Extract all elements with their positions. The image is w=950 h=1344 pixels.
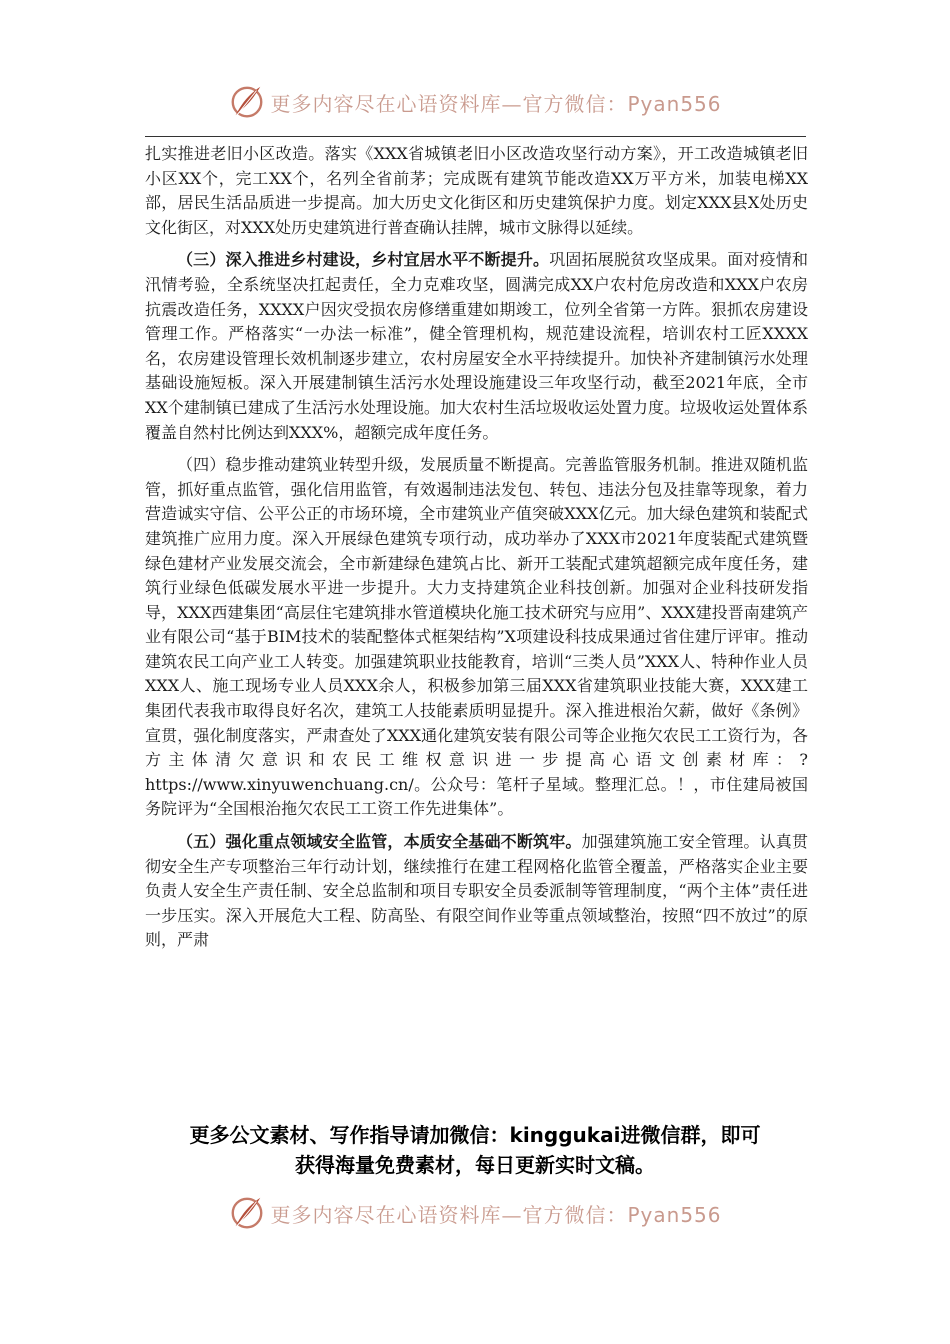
promo-note-line-1: 更多公文素材、写作指导请加微信：kinggukai进微信群，即可 bbox=[189, 1123, 761, 1147]
paragraph-3: （四）稳步推动建筑业转型升级，发展质量不断提高。完善监管服务机制。推进双随机监管，抓好重点监管，强化信用监管，有效遏制违法发包、转包、违法分包及挂靠等现象，着力营造诚实守信、公平公正的市场环境，全市建筑业产值突破XXX亿元。加大绿色建筑和装配式建筑推广应用力度。深入开展绿色建筑专项行动，成功举办了XXX市2021年度装配式建筑暨绿色建材产业发展交流会，全市新建绿色建筑占比、新开工装配式建筑超额完成年度任务，建筑行业绿色低碳发展水平进一步提升。大力支持建筑企业科技创新。加强对企业科技研发指导，XXX西建集团“高层住宅建筑排水管道模块化施工技术研究与应用”、XXX建投晋南建筑产业有限公司“基于BIM技术的装配整体式框架结构”X项建设科技成果通过省住建厅评审。推动建筑农民工向产业工人转变。加强建筑职业技能教育，培训“三类人员”XXX人、特种作业人员XXX人、施工现场专业人员XXX余人，积极参加第三届XXX省建筑职业技能大赛，XXX建工集团代表我市取得良好名次，建筑工人技能素质明显提升。深入推进根治欠薪，做好《条例》宣贯，强化制度落实，严肃查处了XXX通化建筑安装有限公司等企业拖欠农民工工资行为，各方主体清欠意识和农民工维权意识进一步提高心语文创素材库：?https://www.xinyuwenchuang.cn/。公众号：笔杆子星域。整理汇总。！，市住建局被国务院评为“全国根治拖欠农民工工资工作先进集体”。 bbox=[145, 455, 808, 819]
footer-watermark bbox=[0, 1193, 950, 1233]
section-heading-3: （三）深入推进乡村建设，乡村宜居水平不断提升。 bbox=[177, 250, 550, 270]
promo-note-line-2: 获得海量免费素材，每日更新实时文稿。 bbox=[295, 1153, 655, 1177]
paragraph-4: （五）强化重点领域安全监管，本质安全基础不断筑牢。加强建筑施工安全管理。认真贯彻安全生产专项整治三年行动计划，继续推行在建工程网格化监管全覆盖，严格落实企业主要负责人安全生产责任制、安全总监制和项目专职安全员委派制等管理制度，“两个主体”责任进一步压实。深入开展危大工程、防高坠、有限空间作业等重点领域整治，按照“四不放过”的原则，严肃 bbox=[145, 832, 808, 950]
document-body bbox=[145, 142, 808, 961]
footer-watermark-text: 更多内容尽在心语资料库—官方微信： bbox=[270, 1202, 628, 1227]
quill-logo-icon bbox=[228, 83, 266, 121]
header-wechat-id: Pyan556 bbox=[627, 91, 722, 116]
header-watermark-text: 更多内容尽在心语资料库—官方微信： bbox=[270, 91, 628, 116]
promo-note bbox=[140, 1120, 810, 1180]
section-heading-5: （五）强化重点领域安全监管，本质安全基础不断筑牢。 bbox=[177, 832, 582, 852]
paragraph-2: （三）深入推进乡村建设，乡村宜居水平不断提升。巩固拓展脱贫攻坚成果。面对疫情和汛情考验，全系统坚决扛起责任，全力克难攻坚，圆满完成XX户农村危房改造和XXX户农房抗震改造任务，XXXX户因灾受损农房修缮重建如期竣工，位列全省第一方阵。狠抓农房建设管理工作。严格落实“一办法一标准”，健全管理机构，规范建设流程，培训农村工匠XXXX名，农房建设管理长效机制逐步建立，农村房屋安全水平持续提升。加快补齐建制镇污水处理基础设施短板。深入开展建制镇生活污水处理设施建设三年攻坚行动，截至2021年底，全市XX个建制镇已建成了生活污水处理设施。加大农村生活垃圾收运处置力度。垃圾收运处置体系覆盖自然村比例达到XXX%，超额完成年度任务。 bbox=[145, 250, 808, 442]
header-watermark bbox=[0, 82, 950, 122]
quill-logo-icon bbox=[228, 1194, 266, 1232]
header-divider bbox=[145, 136, 806, 137]
footer-wechat-id: Pyan556 bbox=[627, 1202, 722, 1227]
paragraph-1: 扎实推进老旧小区改造。落实《XXX省城镇老旧小区改造攻坚行动方案》，开工改造城镇老旧小区XX个，完工XX个，名列全省前茅；完成既有建筑节能改造XX万平方米，加装电梯XX部，居民生活品质进一步提高。加大历史文化街区和历史建筑保护力度。划定XXX县X处历史文化街区，对XXX处历史建筑进行普查确认挂牌，城市文脉得以延续。 bbox=[145, 144, 808, 237]
